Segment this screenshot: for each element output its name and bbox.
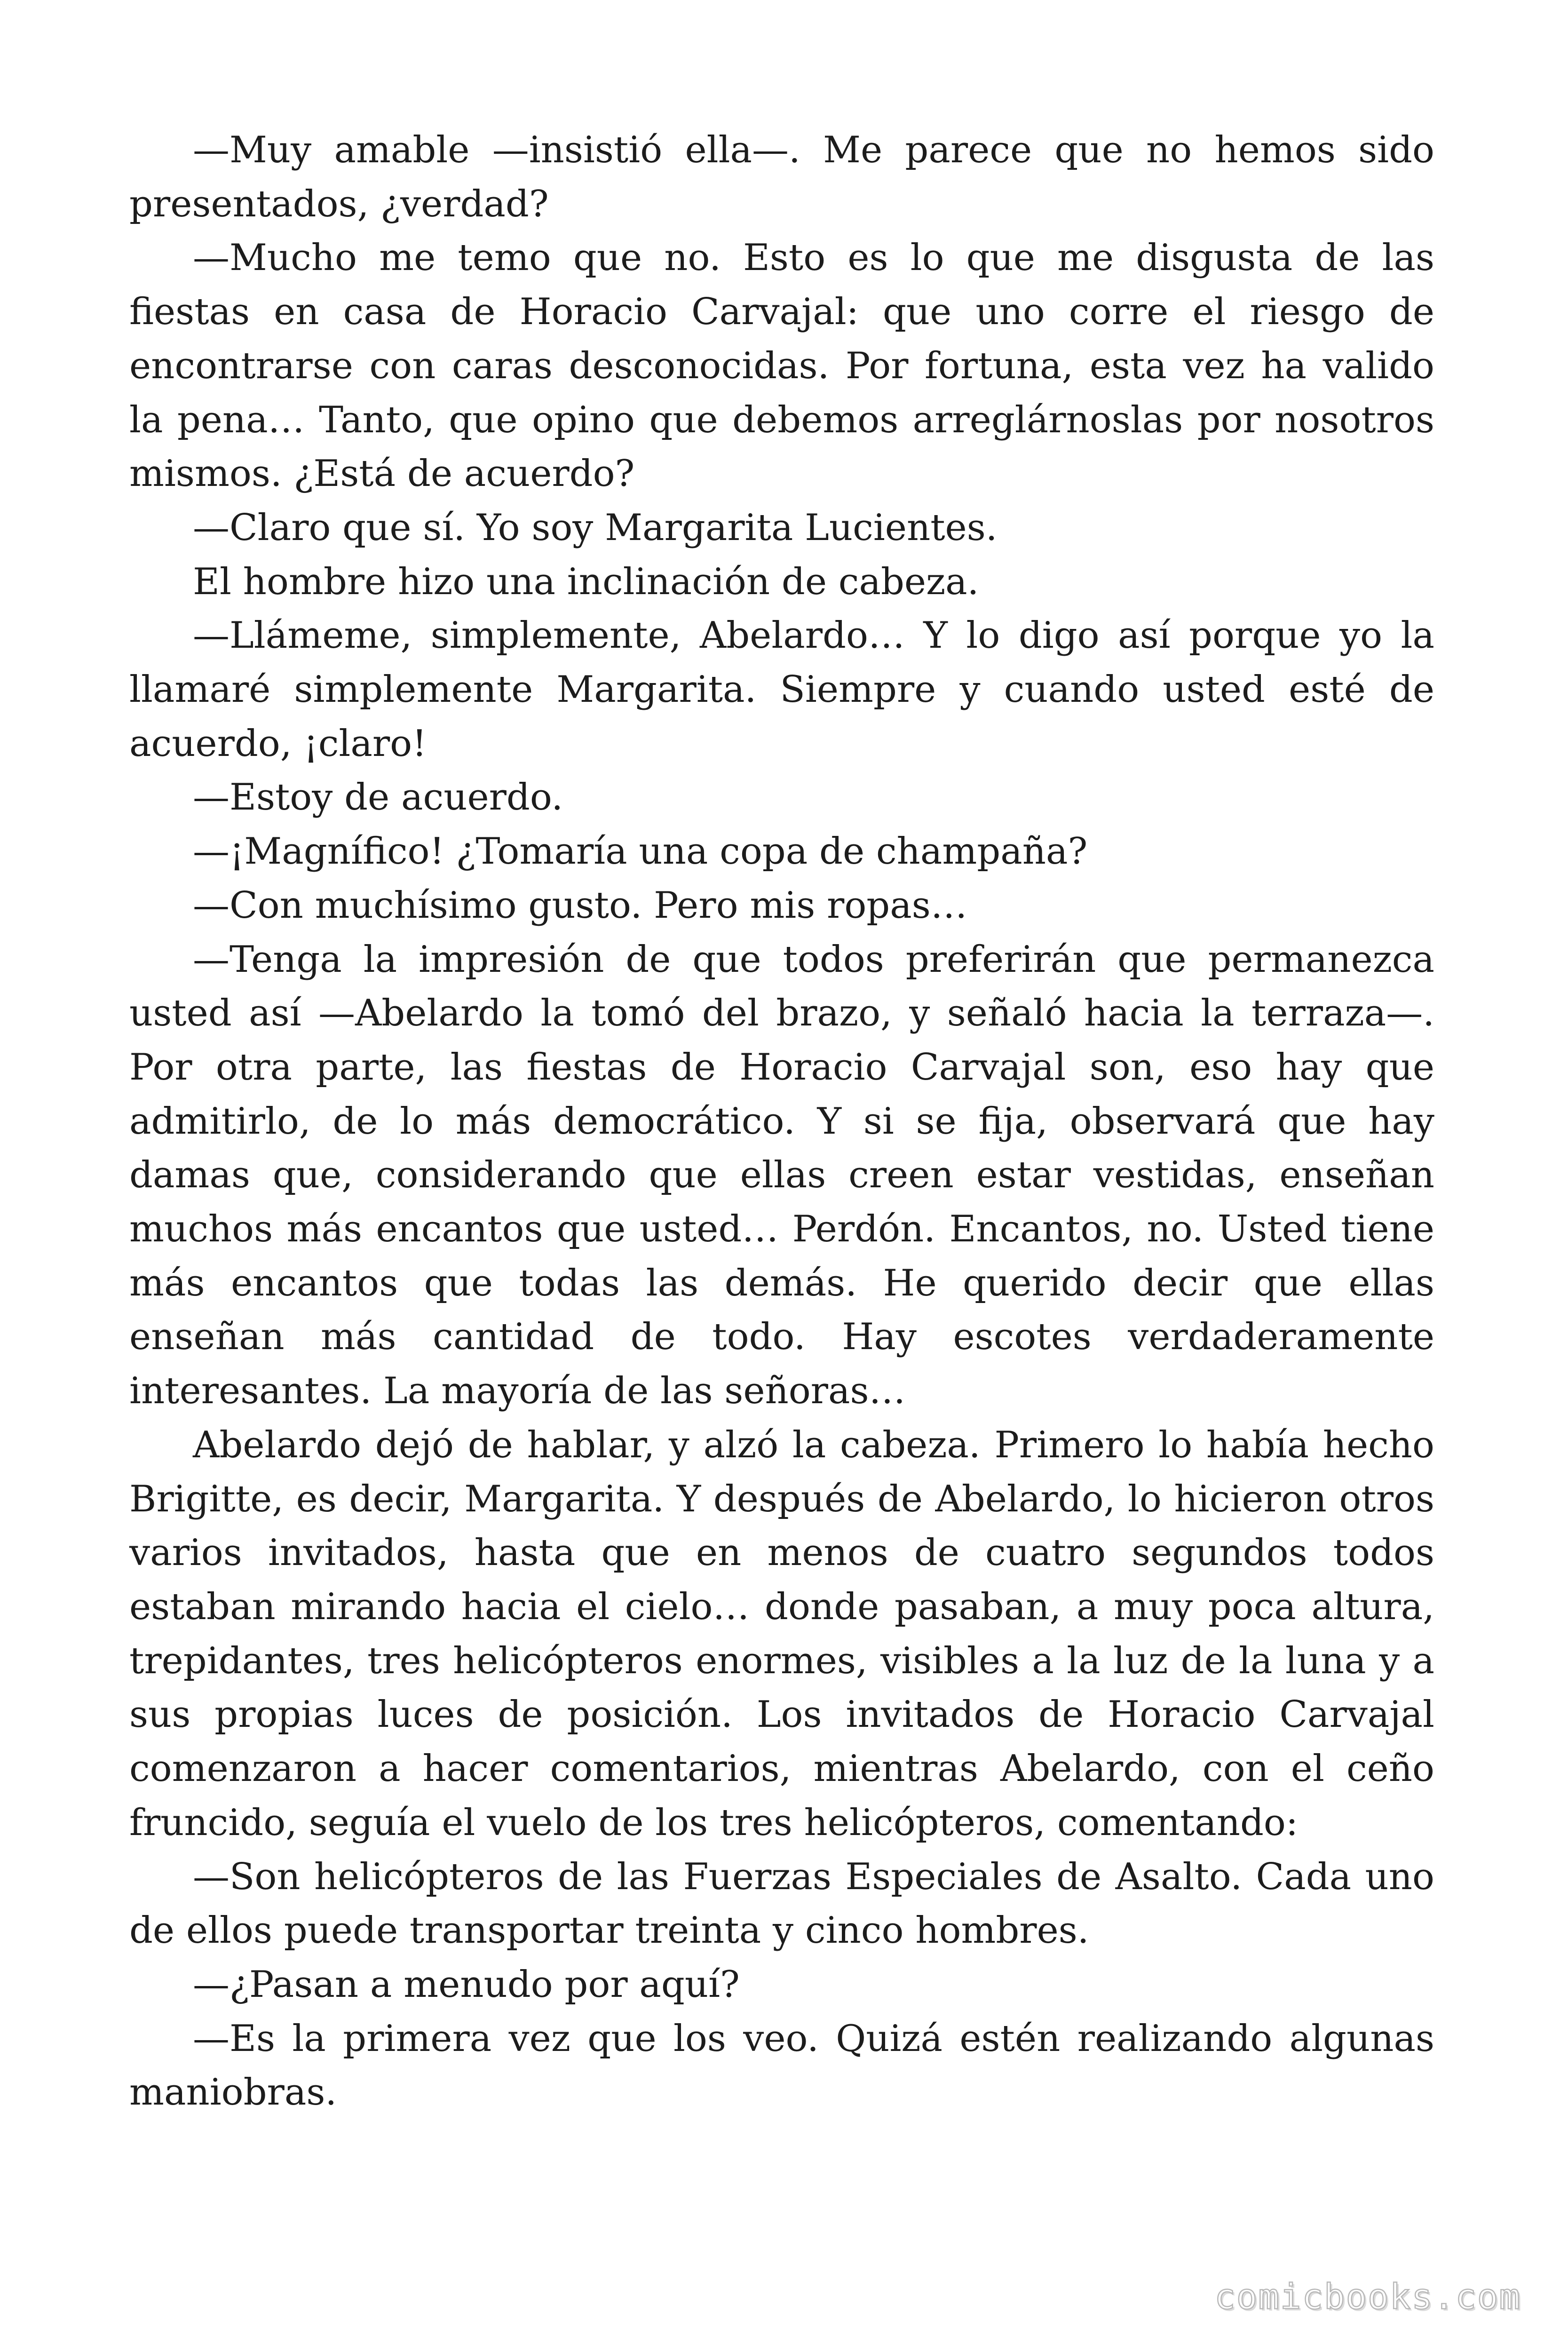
paragraph: —Con muchísimo gusto. Pero mis ropas… <box>193 884 967 927</box>
paragraph: Abelardo dejó de hablar, y alzó la cabeza. Primero lo había hecho Brigitte, es decir, Margarita. Y después de Abelardo, lo hicieron otros varios invitados, hasta que en menos de cuatro segundos todos estaban mirando hacia el cielo… donde pasaban, a muy poca altura, trepidantes, tres helicópteros enormes, visibles a la luz de la luna y a sus propias luces de posición. Los invitados de Horacio Carvajal comenzaron a hacer comentarios, mientras Abelardo, con el ceño fruncido, seguía el vuelo de los tres helicópteros, comentando: <box>129 1423 1434 1844</box>
paragraph: —Son helicópteros de las Fuerzas Especiales de Asalto. Cada uno de ellos puede transportar treinta y cinco hombres. <box>129 1855 1434 1952</box>
paragraph: El hombre hizo una inclinación de cabeza. <box>193 560 979 603</box>
paragraph: —Tenga la impresión de que todos preferirán que permanezca usted así —Abelardo la tomó del brazo, y señaló hacia la terraza—. Por otra parte, las fiestas de Horacio Carvajal son, eso hay que admitirlo, de lo más democrático. Y si se fija, observará que hay damas que, considerando que ellas creen estar vestidas, enseñan muchos más encantos que usted… Perdón. Encantos, no. Usted tiene más encantos que todas las demás. He querido decir que ellas enseñan más cantidad de todo. Hay escotes verdaderamente interesantes. La mayoría de las señoras… <box>129 938 1434 1413</box>
paragraph: —Es la primera vez que los veo. Quizá estén realizando algunas maniobras. <box>129 2017 1434 2114</box>
paragraph: —Muy amable —insistió ella—. Me parece que no hemos sido presentados, ¿verdad? <box>129 129 1434 225</box>
paragraph: —¡Magnífico! ¿Tomaría una copa de champaña? <box>193 830 1088 873</box>
watermark: comicbooks.com <box>1214 2277 1521 2317</box>
paragraph: —Claro que sí. Yo soy Margarita Lucientes. <box>193 506 998 549</box>
paragraph: —Estoy de acuerdo. <box>193 776 563 819</box>
paragraph: —Mucho me temo que no. Esto es lo que me disgusta de las fiestas en casa de Horacio Carvajal: que uno corre el riesgo de encontrarse con caras desconocidas. Por fortuna, esta vez ha valido la pena… Tanto, que opino que debemos arreglárnoslas por nosotros mismos. ¿Está de acuerdo? <box>129 237 1434 495</box>
paragraph: —¿Pasan a menudo por aquí? <box>193 1963 740 2006</box>
paragraph: —Llámeme, simplemente, Abelardo… Y lo digo así porque yo la llamaré simplemente Margarita. Siempre y cuando usted esté de acuerdo, ¡claro! <box>129 614 1434 765</box>
body-text <box>129 123 1434 2120</box>
